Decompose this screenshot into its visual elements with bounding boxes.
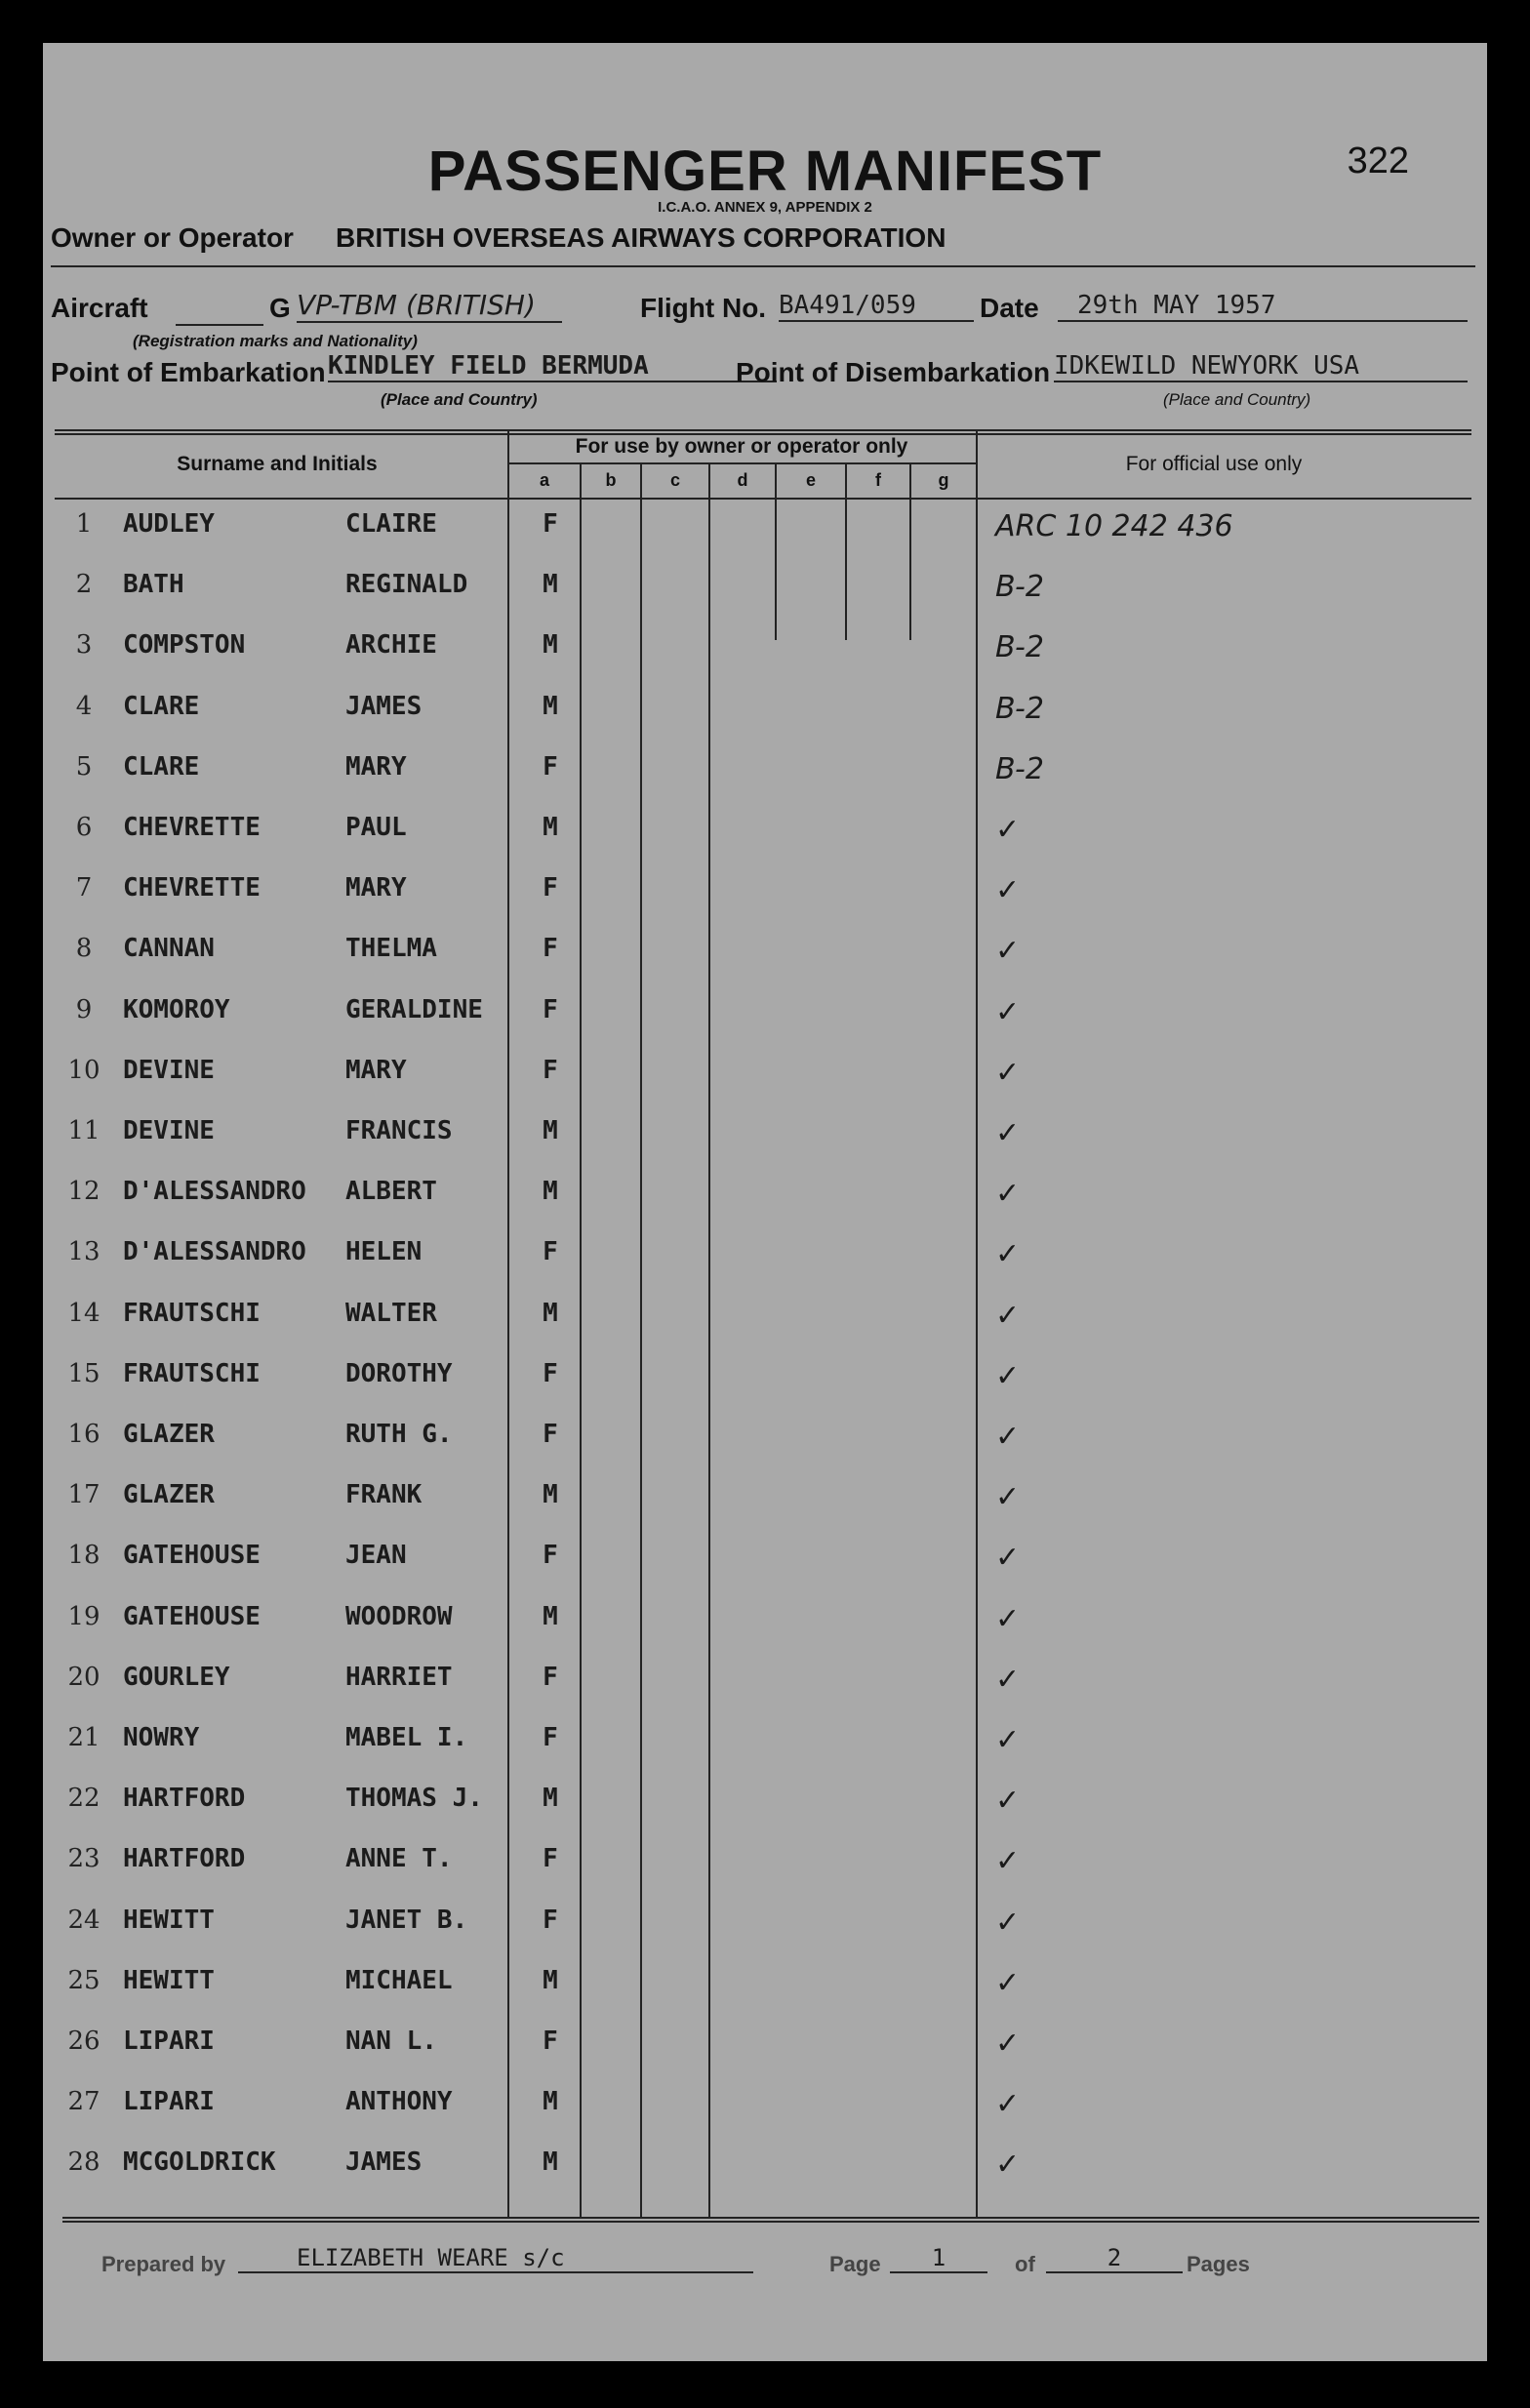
passenger-sex: F xyxy=(543,509,558,539)
passenger-sex: M xyxy=(543,1298,558,1328)
passenger-number: 16 xyxy=(67,1420,101,1449)
passenger-number: 14 xyxy=(67,1298,101,1328)
passenger-sex: M xyxy=(543,630,558,661)
passenger-number: 3 xyxy=(75,630,93,661)
passenger-number: 15 xyxy=(67,1358,101,1388)
passenger-surname: CLARE xyxy=(123,691,200,721)
passenger-row xyxy=(43,1906,1487,1966)
passenger-number: 20 xyxy=(67,1662,101,1692)
passenger-given-name: GERALDINE xyxy=(345,994,483,1024)
passenger-given-name: JAMES xyxy=(345,2147,423,2178)
passenger-surname: HEWITT xyxy=(123,1965,215,1995)
official-mark: ARC 10 242 436 xyxy=(995,509,1233,543)
passenger-row xyxy=(43,2027,1487,2087)
manifest-title: PASSENGER MANIFEST xyxy=(427,140,1103,203)
passenger-surname: DEVINE xyxy=(123,1116,215,1145)
passenger-surname: GATEHOUSE xyxy=(123,1541,261,1571)
passenger-number: 25 xyxy=(67,1965,101,1995)
official-mark: B-2 xyxy=(995,691,1044,726)
passenger-surname: FRAUTSCHI xyxy=(123,1358,261,1388)
embarkation-value: KINDLEY FIELD BERMUDA xyxy=(328,351,777,382)
official-mark: ✓ xyxy=(995,813,1021,847)
col-f: f xyxy=(875,470,881,490)
passenger-given-name: ALBERT xyxy=(345,1177,437,1207)
official-mark: ✓ xyxy=(995,1237,1021,1272)
passenger-number: 28 xyxy=(67,2147,101,2178)
aircraft-prefix: G xyxy=(269,293,291,323)
official-column-header: For official use only xyxy=(1125,453,1303,475)
official-mark: ✓ xyxy=(995,994,1021,1029)
passenger-number: 26 xyxy=(67,2027,101,2056)
aircraft-caption: (Registration marks and Nationality) xyxy=(133,332,418,350)
passenger-row xyxy=(43,2147,1487,2208)
passenger-given-name: MARY xyxy=(345,1055,407,1085)
passenger-given-name: ANNE T. xyxy=(345,1844,453,1874)
passenger-surname: LIPARI xyxy=(123,2087,215,2117)
passenger-row xyxy=(43,873,1487,934)
passenger-surname: KOMOROY xyxy=(123,994,230,1024)
passenger-surname: CANNAN xyxy=(123,934,215,964)
passenger-sex: F xyxy=(543,1358,558,1388)
passenger-row xyxy=(43,934,1487,994)
official-mark: ✓ xyxy=(995,1784,1021,1819)
passenger-sex: M xyxy=(543,1601,558,1631)
passenger-number: 4 xyxy=(75,691,93,721)
passenger-surname: GOURLEY xyxy=(123,1662,230,1692)
official-mark: ✓ xyxy=(995,873,1021,908)
passenger-row xyxy=(43,1116,1487,1177)
passenger-row xyxy=(43,1056,1487,1116)
col-a: a xyxy=(539,470,549,490)
passenger-surname: HARTFORD xyxy=(123,1784,246,1814)
passenger-row xyxy=(43,1299,1487,1359)
passenger-sex: M xyxy=(543,1177,558,1207)
passenger-number: 9 xyxy=(75,994,93,1024)
passenger-sex: M xyxy=(543,1965,558,1995)
passenger-number: 17 xyxy=(67,1480,101,1510)
official-mark: ✓ xyxy=(995,1480,1021,1515)
passenger-surname: CLARE xyxy=(123,751,200,782)
passenger-sex: F xyxy=(543,1055,558,1085)
aircraft-label: Aircraft xyxy=(51,293,148,323)
embarkation-caption: (Place and Country) xyxy=(381,390,538,409)
passenger-sex: F xyxy=(543,1237,558,1267)
passenger-row xyxy=(43,1237,1487,1298)
passenger-given-name: WOODROW xyxy=(345,1601,453,1631)
passenger-sex: F xyxy=(543,1723,558,1752)
passenger-surname: FRAUTSCHI xyxy=(123,1298,261,1328)
passenger-given-name: MICHAEL xyxy=(345,1965,453,1995)
official-mark: ✓ xyxy=(995,1420,1021,1454)
official-mark: ✓ xyxy=(995,1116,1021,1150)
passenger-row xyxy=(43,570,1487,630)
col-c: c xyxy=(669,470,680,490)
passenger-row xyxy=(43,1844,1487,1905)
passenger-number: 21 xyxy=(67,1723,101,1752)
passenger-surname: CHEVRETTE xyxy=(123,813,261,842)
passenger-number: 2 xyxy=(75,570,93,600)
passenger-row xyxy=(43,2087,1487,2147)
passenger-number: 1 xyxy=(75,509,93,539)
passenger-surname: D'ALESSANDRO xyxy=(123,1237,306,1267)
passenger-sex: F xyxy=(543,751,558,782)
surname-column-header: Surname and Initials xyxy=(177,453,378,475)
embarkation-label: Point of Embarkation xyxy=(51,357,326,387)
official-mark: ✓ xyxy=(995,1177,1021,1212)
passenger-given-name: CLAIRE xyxy=(345,509,437,539)
official-mark: B-2 xyxy=(995,751,1044,786)
passenger-sex: M xyxy=(543,2147,558,2178)
official-mark: ✓ xyxy=(995,1965,1021,2000)
passenger-given-name: ARCHIE xyxy=(345,630,437,661)
passenger-sex: M xyxy=(543,691,558,721)
passenger-surname: CHEVRETTE xyxy=(123,873,261,903)
passenger-number: 8 xyxy=(75,934,93,964)
official-mark: B-2 xyxy=(995,630,1044,665)
passenger-row xyxy=(43,813,1487,873)
passenger-sex: M xyxy=(543,1480,558,1510)
passenger-given-name: HARRIET xyxy=(345,1662,453,1692)
passenger-given-name: MARY xyxy=(345,751,407,782)
official-mark: ✓ xyxy=(995,1905,1021,1940)
official-mark: ✓ xyxy=(995,934,1021,969)
passenger-number: 10 xyxy=(67,1055,101,1085)
prepared-by-value: ELIZABETH WEARE s/c xyxy=(238,2244,753,2273)
official-mark: ✓ xyxy=(995,1723,1021,1757)
passenger-sex: M xyxy=(543,1784,558,1814)
passenger-number: 12 xyxy=(67,1177,101,1207)
col-g: g xyxy=(938,470,949,490)
official-mark: ✓ xyxy=(995,1055,1021,1090)
passenger-number: 13 xyxy=(67,1237,101,1267)
passenger-number: 18 xyxy=(67,1541,101,1571)
passenger-sex: F xyxy=(543,2027,558,2056)
passenger-given-name: JANET B. xyxy=(345,1905,468,1935)
owner-label: Owner or Operator xyxy=(51,222,294,253)
passenger-given-name: NAN L. xyxy=(345,2027,437,2056)
passenger-row xyxy=(43,1541,1487,1601)
passenger-sex: F xyxy=(543,1905,558,1935)
official-mark: ✓ xyxy=(995,1662,1021,1697)
passenger-surname: HARTFORD xyxy=(123,1844,246,1874)
passenger-sex: F xyxy=(543,994,558,1024)
operator-column-header: For use by owner or operator only xyxy=(575,435,908,458)
passenger-number: 7 xyxy=(75,873,93,903)
passenger-surname: MCGOLDRICK xyxy=(123,2147,276,2178)
passenger-number: 27 xyxy=(67,2087,101,2117)
passenger-number: 19 xyxy=(67,1601,101,1631)
disembarkation-label: Point of Disembarkation xyxy=(736,357,1051,387)
passenger-given-name: MABEL I. xyxy=(345,1723,468,1752)
passenger-given-name: THOMAS J. xyxy=(345,1784,483,1814)
disembarkation-value: IDKEWILD NEWYORK USA xyxy=(1054,351,1468,382)
date-label: Date xyxy=(980,293,1039,323)
page-current: 1 xyxy=(890,2244,987,2273)
passenger-surname: NOWRY xyxy=(123,1723,200,1752)
of-label: of xyxy=(1015,2252,1035,2276)
manifest-subtitle: I.C.A.O. ANNEX 9, APPENDIX 2 xyxy=(658,199,872,216)
passenger-row xyxy=(43,1177,1487,1237)
passenger-row xyxy=(43,692,1487,752)
owner-value: BRITISH OVERSEAS AIRWAYS CORPORATION xyxy=(336,222,946,253)
divider xyxy=(51,265,1475,267)
page-stamp-number: 322 xyxy=(1347,140,1409,181)
passenger-number: 22 xyxy=(67,1784,101,1814)
passenger-surname: GATEHOUSE xyxy=(123,1601,261,1631)
passenger-given-name: FRANCIS xyxy=(345,1116,453,1145)
passenger-surname: GLAZER xyxy=(123,1480,215,1510)
official-mark: ✓ xyxy=(995,1844,1021,1879)
col-e: e xyxy=(805,470,816,490)
passenger-row xyxy=(43,1602,1487,1663)
aircraft-value: VP-TBM (BRITISH) xyxy=(297,289,562,323)
passenger-row xyxy=(43,1663,1487,1723)
passenger-surname: LIPARI xyxy=(123,2027,215,2056)
passenger-given-name: REGINALD xyxy=(345,570,468,600)
passenger-number: 6 xyxy=(75,813,93,842)
passenger-given-name: PAUL xyxy=(345,813,407,842)
col-d: d xyxy=(737,470,748,490)
passenger-surname: DEVINE xyxy=(123,1055,215,1085)
pages-label: Pages xyxy=(1187,2252,1250,2276)
passenger-sex: F xyxy=(543,1541,558,1571)
passenger-row xyxy=(43,1723,1487,1784)
passenger-sex: F xyxy=(543,873,558,903)
passenger-sex: F xyxy=(543,934,558,964)
passenger-row xyxy=(43,1480,1487,1541)
passenger-given-name: HELEN xyxy=(345,1237,423,1267)
passenger-surname: HEWITT xyxy=(123,1905,215,1935)
passenger-sex: F xyxy=(543,1662,558,1692)
official-mark: ✓ xyxy=(995,1601,1021,1636)
passenger-row xyxy=(43,1966,1487,2027)
passenger-row xyxy=(43,752,1487,813)
passenger-given-name: RUTH G. xyxy=(345,1420,453,1449)
page-total: 2 xyxy=(1046,2244,1183,2273)
passenger-given-name: THELMA xyxy=(345,934,437,964)
passenger-sex: M xyxy=(543,813,558,842)
passenger-row xyxy=(43,995,1487,1056)
passenger-given-name: FRANK xyxy=(345,1480,423,1510)
passenger-surname: AUDLEY xyxy=(123,509,215,539)
passenger-row xyxy=(43,630,1487,691)
passenger-row xyxy=(43,1420,1487,1480)
passenger-number: 11 xyxy=(67,1116,101,1145)
date-value: 29th MAY 1957 xyxy=(1058,291,1468,322)
passenger-row xyxy=(43,1359,1487,1420)
manifest-page xyxy=(43,43,1487,2361)
passenger-surname: BATH xyxy=(123,570,184,600)
passenger-surname: GLAZER xyxy=(123,1420,215,1449)
prepared-by-label: Prepared by xyxy=(101,2252,226,2276)
col-b: b xyxy=(605,470,617,490)
passenger-given-name: ANTHONY xyxy=(345,2087,453,2117)
passenger-sex: F xyxy=(543,1420,558,1449)
passenger-surname: D'ALESSANDRO xyxy=(123,1177,306,1207)
passenger-sex: M xyxy=(543,570,558,600)
official-mark: ✓ xyxy=(995,2087,1021,2122)
official-mark: ✓ xyxy=(995,1541,1021,1576)
passenger-number: 5 xyxy=(75,751,93,782)
passenger-row xyxy=(43,509,1487,570)
passenger-given-name: WALTER xyxy=(345,1298,437,1328)
page-label: Page xyxy=(829,2252,881,2276)
official-mark: ✓ xyxy=(995,2147,1021,2183)
disembarkation-caption: (Place and Country) xyxy=(1163,390,1311,409)
passenger-given-name: DOROTHY xyxy=(345,1358,453,1388)
passenger-given-name: JAMES xyxy=(345,691,423,721)
official-mark: B-2 xyxy=(995,570,1044,605)
passenger-given-name: MARY xyxy=(345,873,407,903)
passenger-given-name: JEAN xyxy=(345,1541,407,1571)
flight-value: BA491/059 xyxy=(779,291,974,322)
passenger-sex: M xyxy=(543,2087,558,2117)
passenger-row xyxy=(43,1784,1487,1844)
flight-label: Flight No. xyxy=(640,293,767,323)
passenger-number: 23 xyxy=(67,1844,101,1874)
passenger-number: 24 xyxy=(67,1905,101,1935)
passenger-surname: COMPSTON xyxy=(123,630,246,661)
official-mark: ✓ xyxy=(995,1298,1021,1333)
passenger-sex: M xyxy=(543,1116,558,1145)
official-mark: ✓ xyxy=(995,1358,1021,1393)
official-mark: ✓ xyxy=(995,2027,1021,2061)
passenger-sex: F xyxy=(543,1844,558,1874)
